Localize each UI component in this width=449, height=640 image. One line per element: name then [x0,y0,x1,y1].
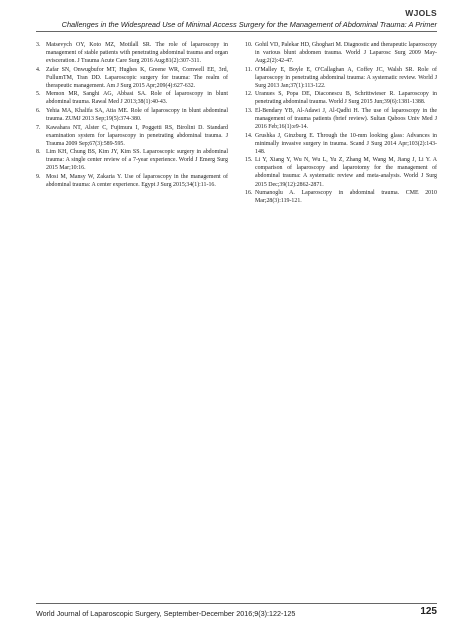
reference-item [36,124,228,148]
reference-number: 8. [36,149,41,156]
reference-text: Lim KH, Chung BS, Kim JY, Kim SS. Laparoscopic surgery in abdominal trauma: A single center review of a 7-year experience. World J Emerg Surg 2015 Mar;10:16. [46,149,228,172]
reference-list [36,41,437,206]
reference-number: 3. [36,42,41,48]
reference-column-left [36,41,228,206]
reference-column-right [245,41,437,206]
reference-number: 4. [36,66,41,73]
reference-number: 13. [245,107,253,114]
reference-text: Li Y, Xiang Y, Wu N, Wu L, Yu Z, Zhang M, Wang M, Jiang J, Li Y. A comparison of laparoscopy and laparotomy for the management of abdominal trauma: A systematic review and meta-analysis. World J Surg 2015 Dec;39(12):2862-2871. [255,157,437,188]
reference-item [36,107,228,123]
reference-text: O'Malley E, Boyle E, O'Callaghan A, Coffey JC, Walsh SR. Role of laparoscopy in penetrating abdominal trauma: A systematic review. World J Surg 2013 Jan;37(1):113-122. [255,66,437,89]
reference-item [245,90,437,106]
reference-text: Zafar SN, Onwugbufor MT, Hughes K, Greene WR, Cornwell EE, 3rd, FullumTM, Tran DD. Laparoscopic surgery for trauma: The realm of therapeutic management. Am J Surg 2015 Apr;209(4):627-632. [46,66,228,89]
reference-text: Gohil VD, Palekar HD, Ghoghari M. Diagnostic and therapeutic laparoscopy in various blunt abdomen trauma. World J Laparosc Surg 2009 May-Aug;2(2):42-47. [255,42,437,65]
reference-number: 15. [245,157,253,164]
reference-number: 16. [245,190,253,197]
reference-item [36,41,228,65]
page-number: 125 [420,606,437,617]
reference-item [245,132,437,156]
journal-brand: WJOLS [405,8,437,18]
reference-text: Mosi M, Mansy W, Zakaria Y. Use of laparoscopy in the management of abdominal trauma: A center experience. Egypt J Surg 2015;34(1):11-16. [46,173,228,188]
reference-text: Numanoglu A. Laparoscopy in abdominal trauma. CME 2010 Mar;28(3):119-121. [255,190,437,205]
reference-text: Grushka J, Ginzburg E. Through the 10-mm looking glass: Advances in minimally invasive surgery in trauma. Scand J Surg 2014 Apr;103(2):143-148. [255,132,437,155]
journal-citation: World Journal of Laparoscopic Surgery, September-December 2016;9(3):122-125 [36,609,296,618]
reference-number: 11. [245,66,253,73]
reference-number: 12. [245,91,253,98]
reference-text: Yehia MA, Khalifa SA, Atia ME. Role of laparoscopy in blunt abdominal trauma. ZUMJ 2013 Sep;19(5):374-380. [46,107,228,123]
reference-text: Kawahara NT, Alster C, Fujimura I, Poggetti RS, Birolini D. Standard examination system for laparoscopy in penetrating abdominal trauma. J Trauma 2009 Sep;67(3):589-595. [46,124,228,147]
reference-text: Memon MR, Sanghi AG, Abbasi SA. Role of laparoscopy in blunt abdominal trauma. Rawal Med J 2013;38(1):40-43. [46,91,228,106]
reference-item [36,173,228,189]
reference-item [245,156,437,188]
reference-number: 6. [36,107,41,114]
reference-item [36,66,228,90]
reference-number: 9. [36,173,41,180]
reference-item [245,189,437,205]
reference-text: Matsevych OY, Koto MZ, Motilall SR. The role of laparoscopy in management of stable patients with penetrating abdominal trauma and organ evisceration. J Trauma Acute Care Surg 2016 Aug;81(2):307-311. [46,42,228,65]
reference-number: 14. [245,132,253,139]
reference-number: 5. [36,91,41,98]
footer-rule [36,603,437,604]
reference-item [245,107,437,131]
reference-item [36,148,228,172]
header-rule [36,31,437,32]
reference-item [36,90,228,106]
reference-number: 10. [245,42,253,48]
running-title: Challenges in the Widespread Use of Minimal Access Surgery for the Management of Abdominal Trauma: A Primer [61,20,437,29]
reference-item [245,41,437,65]
reference-text: El-Bendary YB, Al-Adawi J, Al-Qadhi H. The use of laparoscopy in the management of trauma patients (brief review). Sultan Qaboos Univ Med J 2016 Feb;16(1):e9-14. [255,107,437,131]
reference-number: 7. [36,124,41,131]
reference-item [245,66,437,90]
reference-text: Uranues S, Popa DE, Diaconescu B, Schrittwieser R. Laparoscopy in penetrating abdominal trauma. World J Surg 2015 Jun;39(6):1381-1388. [255,91,437,106]
